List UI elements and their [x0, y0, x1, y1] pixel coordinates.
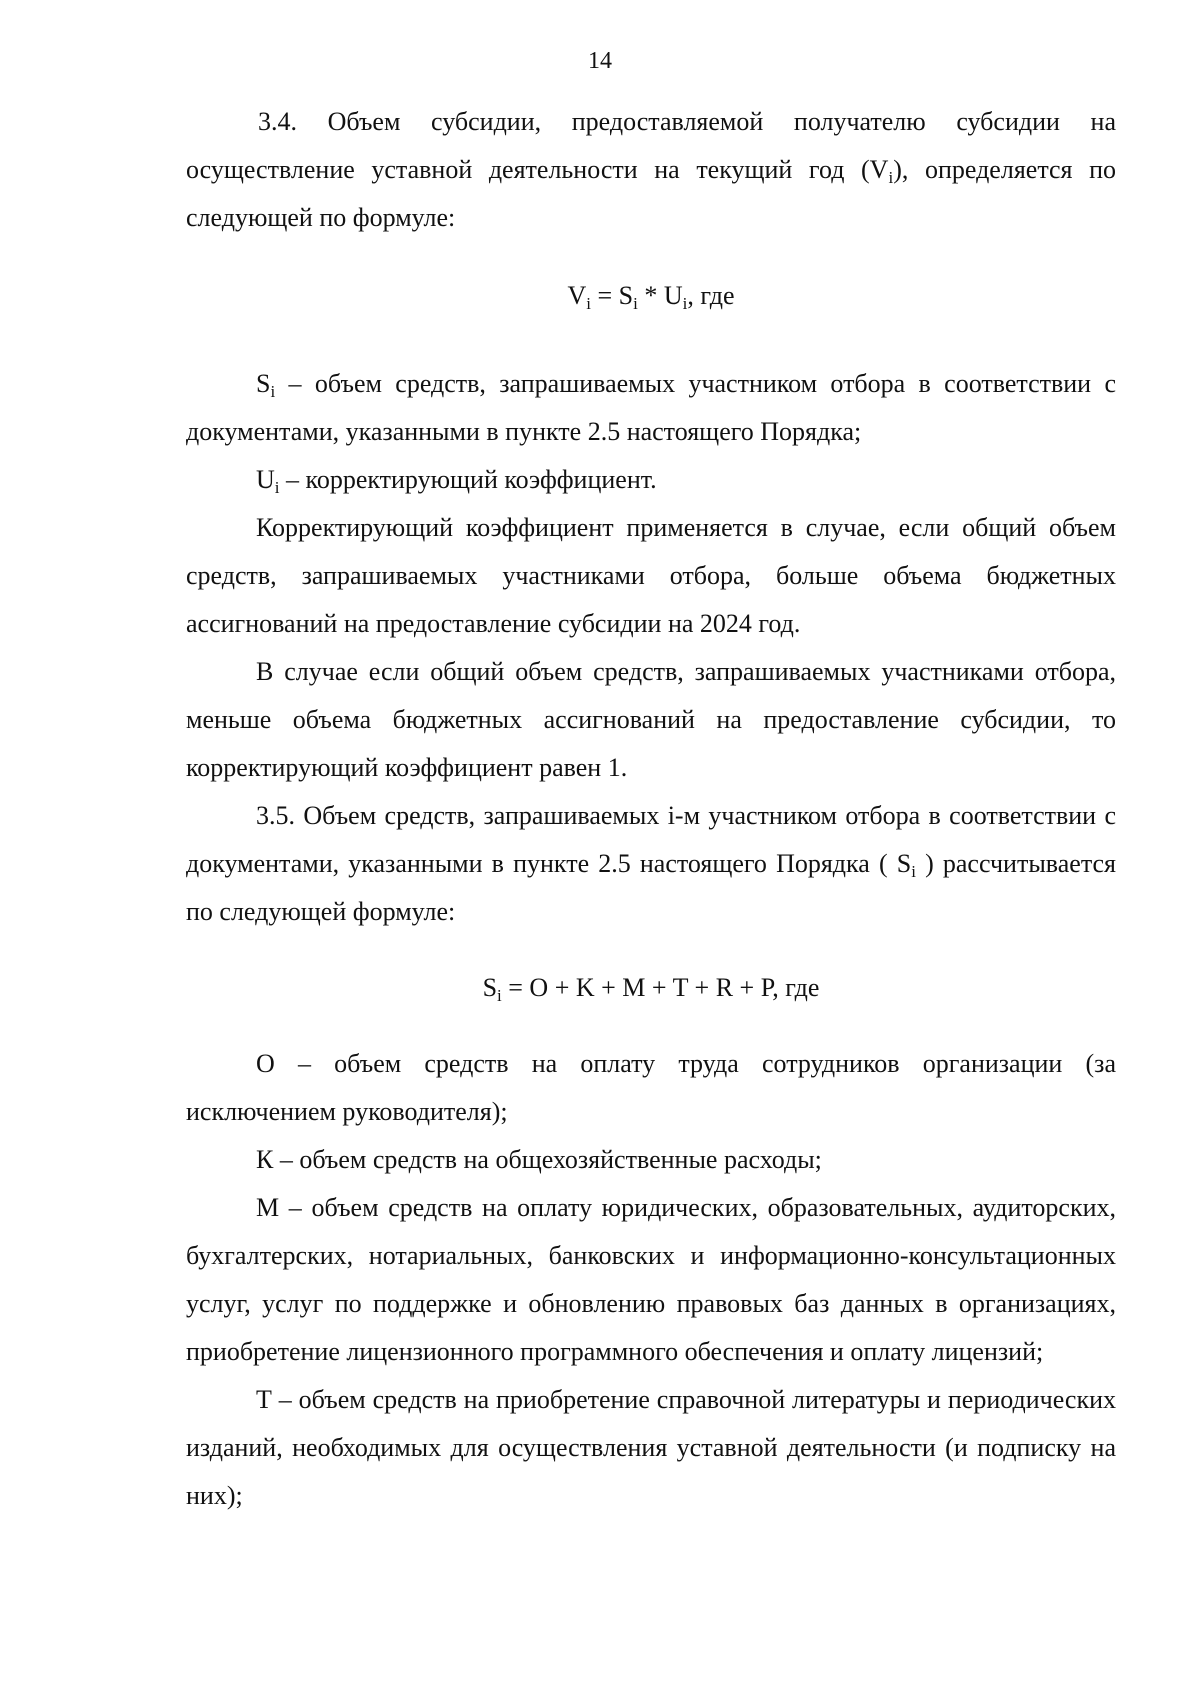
- paragraph-3-5: [186, 792, 1116, 936]
- formula-v-tail: , где: [687, 281, 735, 310]
- definition-o: О – объем средств на оплату труда сотрудников организации (за исключением руководителя);: [186, 1049, 1116, 1126]
- definition-u-text: – корректирующий коэффициент.: [279, 465, 657, 494]
- definition-s-sub: i: [270, 382, 276, 401]
- paragraph-3-4-text-end: ), определяется по следующей по формуле:: [186, 155, 1117, 232]
- formula-s-subscript: i: [497, 986, 502, 1005]
- paragraph-correction-1: Корректирующий коэффициент применяется в случае, если общий объем средств, запрашиваемых участниками отбора, больше объема бюджетных ассигнований на предоставление субсидии на 2024 год.: [186, 513, 1116, 638]
- formula-s-symbol: S: [482, 973, 498, 1002]
- definition-s-text: – объем средств, запрашиваемых участником отбора в соответствии с документами, указанными в пункте 2.5 настоящего Порядка;: [186, 369, 1116, 446]
- paragraph-correction-2: В случае если общий объем средств, запрашиваемых участниками отбора, меньше объема бюджетных ассигнований на предоставление субсидии, то корректирующий коэффициент равен 1.: [186, 657, 1116, 782]
- formula-v: [186, 272, 1116, 320]
- formula-s-sub: i: [633, 294, 638, 313]
- formula-v-sub: i: [586, 294, 591, 313]
- formula-v-mul: * U: [637, 281, 683, 310]
- formula-u-sub: i: [682, 294, 688, 313]
- paragraph-3-5-sub: i: [911, 862, 916, 881]
- definition-m: М – объем средств на оплату юридических, образовательных, аудиторских, бухгалтерских, нотариальных, банковских и информационно-консультационных услуг, услуг по поддержке и обновлению правовых баз данных в организациях, приобретение лицензионного программного обеспечения и оплату лицензий;: [186, 1193, 1116, 1366]
- formula-s: [186, 964, 1116, 1012]
- definition-t: Т – объем средств на приобретение справочной литературы и периодических изданий, необходимых для осуществления уставной деятельности (и подписку на них);: [186, 1385, 1116, 1510]
- formula-s-rest: = O + K + M + T + R + P, где: [501, 973, 820, 1002]
- page-number: 14: [588, 48, 612, 74]
- paragraph-3-5-text: 3.5. Объем средств, запрашиваемых i-м участником отбора в соответствии с документами, указанными в пункте 2.5 настоящего Порядка ( S: [186, 801, 1116, 878]
- definition-s-symbol: S: [256, 369, 271, 398]
- definition-k: К – объем средств на общехозяйственные расходы;: [256, 1145, 822, 1174]
- definition-u: [186, 456, 1116, 504]
- subscript-i: i: [888, 168, 894, 187]
- formula-v-symbol: V: [567, 281, 587, 310]
- paragraph-3-4-text: 3.4. Объем субсидии, предоставляемой получателю субсидии на осуществление уставной деятельности на текущий год (V: [186, 107, 1116, 184]
- paragraph-3-5-text-end: ) рассчитывается по следующей формуле:: [186, 849, 1116, 926]
- paragraph-3-4: [186, 98, 1116, 242]
- document-body: [186, 98, 1116, 1520]
- formula-v-eq: = S: [591, 281, 634, 310]
- definition-u-sub: i: [274, 478, 280, 497]
- definition-u-symbol: U: [256, 465, 275, 494]
- definition-s: [186, 360, 1116, 456]
